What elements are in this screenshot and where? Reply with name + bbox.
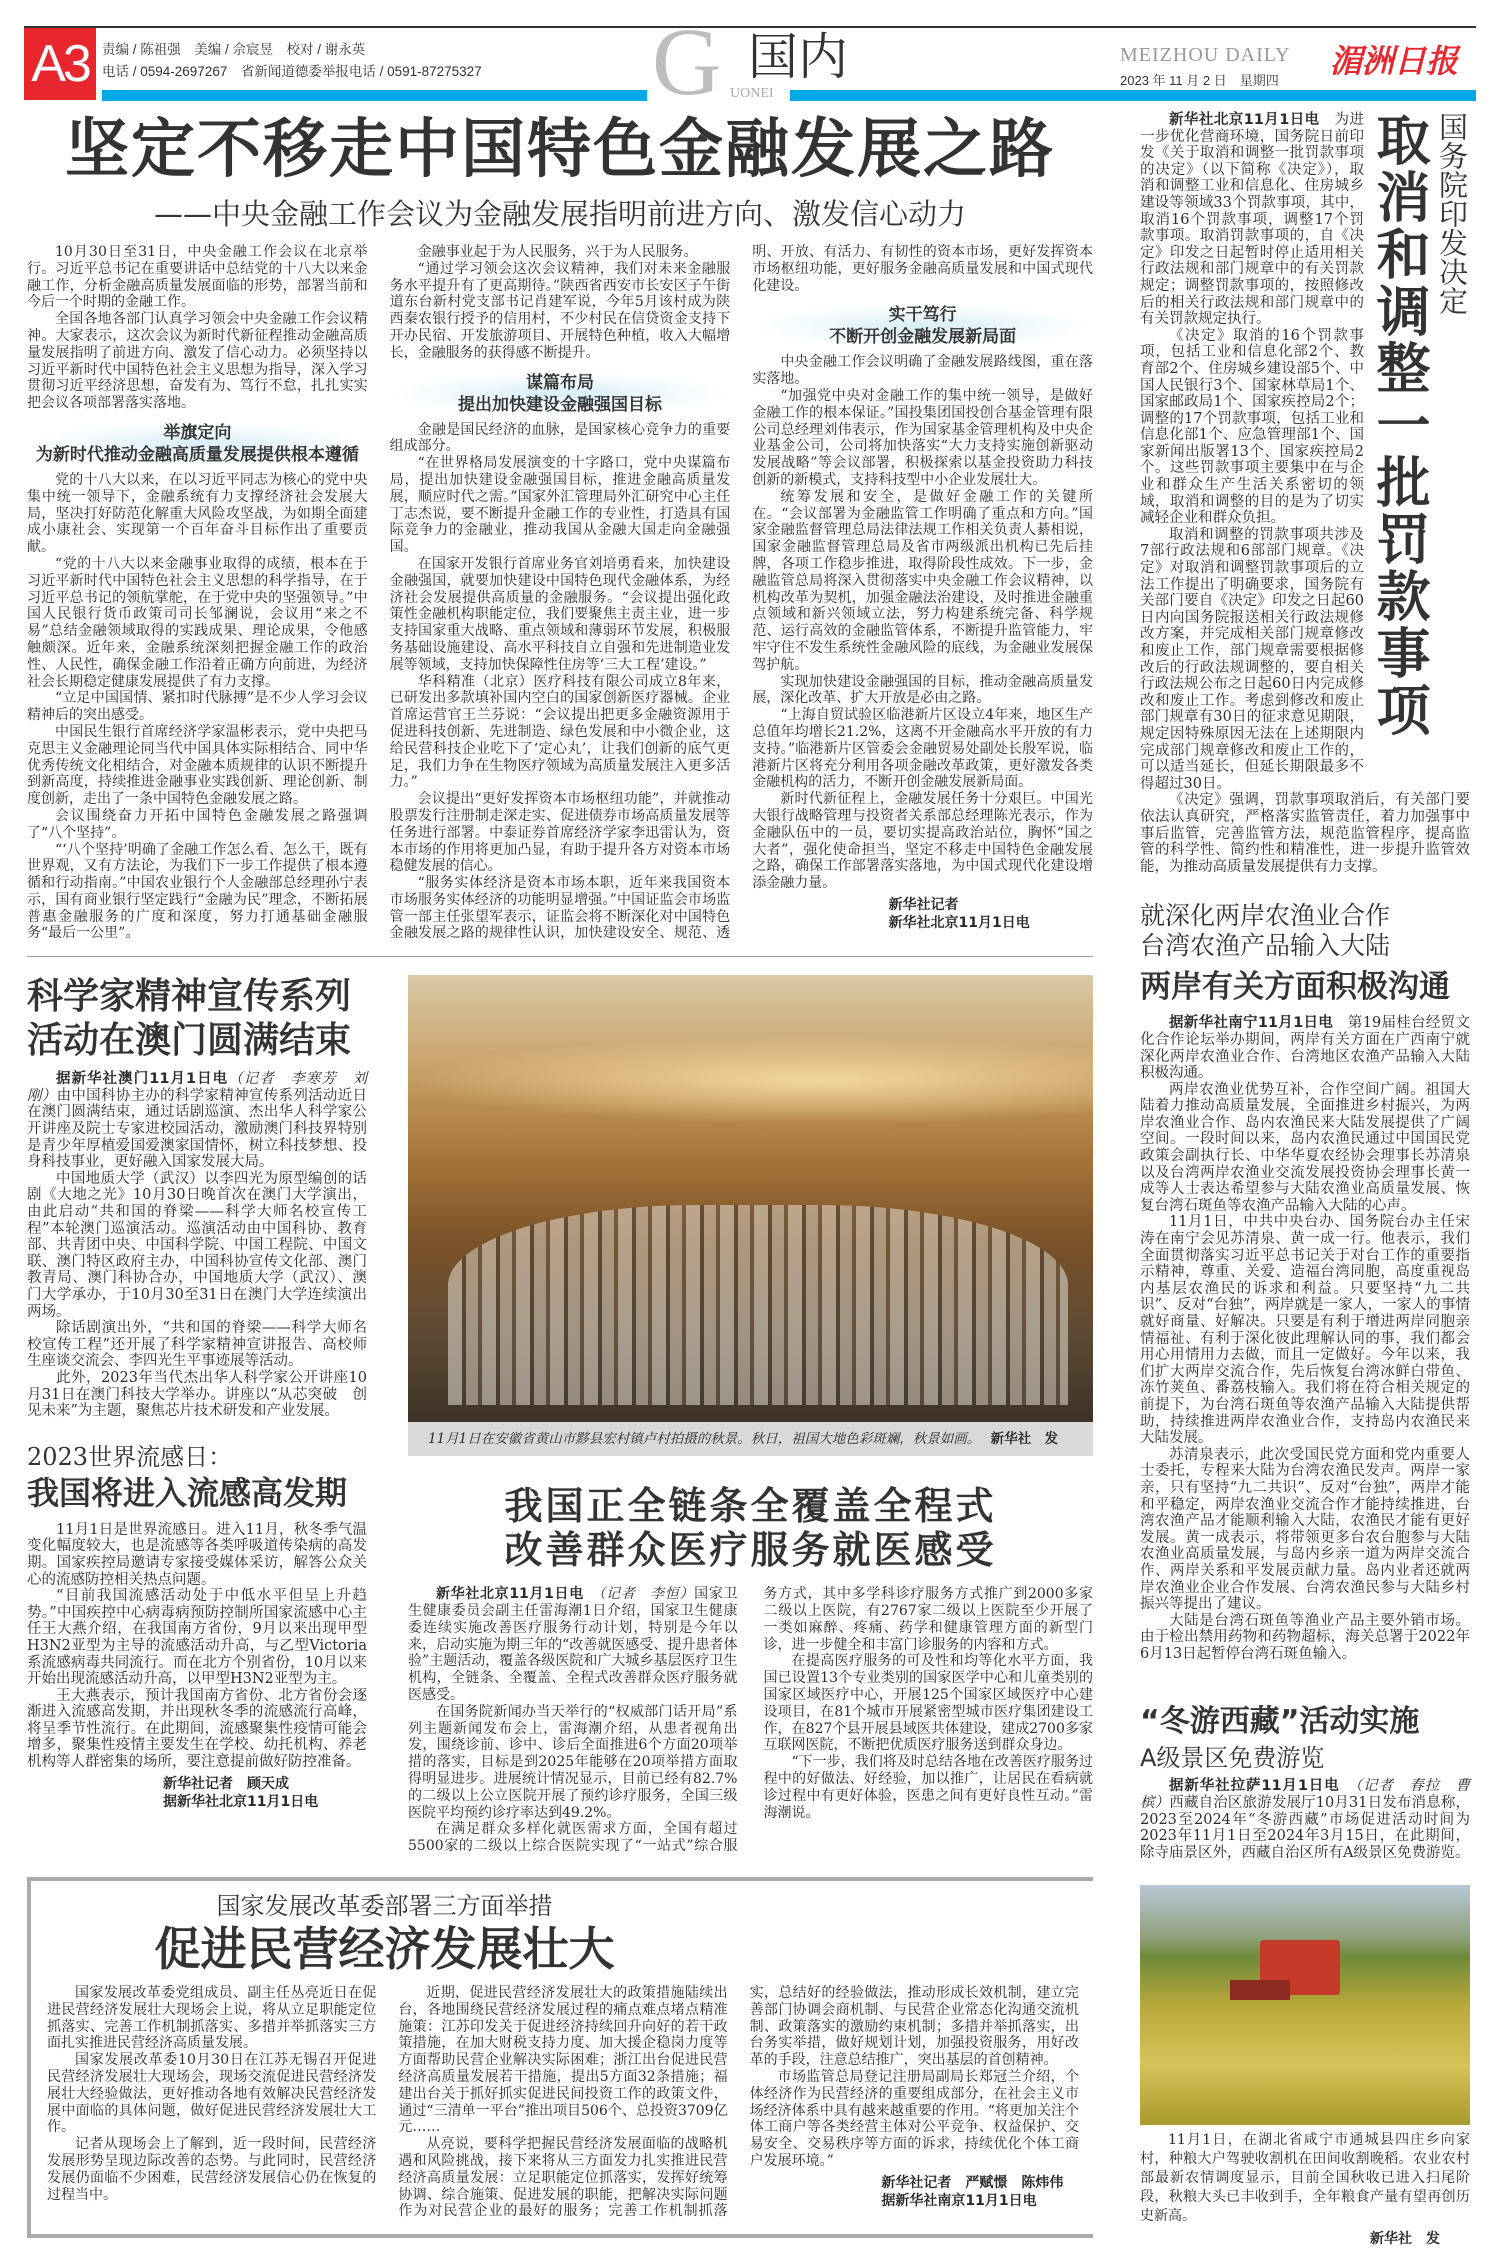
reporter: （记者 李寒芳 刘刚） (27, 1071, 367, 1104)
paragraph: “服务实体经济是资本市场本职，近年来我国资本市场服务实体经济的功能明显增强。”中国证监会市场监管一部主任张望军表示，证监会将不断深化对中国特色金融发展之路的规律性认识，加快建设安全、规范、透明、开放、有活力、有韧性的资本市场，更好发挥资本市场枢纽功能，更好服务金融高质量发展和中国式现代化建设。 (389, 244, 1093, 942)
paragraph: 11月1日，中共中央台办、国务院台办主任宋涛在南宁会见苏清泉、黄一成一行。他表示，我们全面贯彻落实习近平总书记关于对台工作的重要指示精神，尊重、关爱、造福台湾同胞，高度重视岛内基层农渔民的诉求和利益。只要坚持“九二共识”、反对“台独”，两岸就是一家人，一家人的事情就好商量、好解决。只要是有利于增进两岸同胞亲情福祉、有利于深化彼此理解认同的事，我们都会用心用情用力去做，而且一定做好。今年以来，我们扩大两岸交流合作，先后恢复台湾冰鲜白带鱼、冻竹荚鱼、番荔枝输入。我们将在符合相关规定的前提下，为台湾石斑鱼等农渔产品输入大陆提供帮助，持续推进两岸农渔业合作，支持岛内农渔民来大陆发展。 (1140, 1214, 1470, 1447)
lead-headline: 坚定不移走中国特色金融发展之路 (65, 113, 1055, 187)
editors: 责编 / 陈祖强 美编 / 佘宸昱 校对 / 谢永英 (102, 42, 366, 57)
subhead-line: 为新时代推动金融高质量发展提供根本遵循 (35, 444, 359, 465)
paragraph: “目前我国流感活动处于中低水平但呈上升趋势。”中国疾控中心病毒病预防控制所国家流感中心主任王大燕介绍，在我国南方省份，9月以来出现甲型H3N2亚型为主导的流感活动升高，与乙型Victoria系流感病毒共同流行。而在北方个别省份，10月以来开始出现流感活动升高，以甲型H3N2亚型为主。 (27, 1588, 367, 1688)
divider (27, 956, 1093, 957)
paragraph: 中国地质大学（武汉）以李四光为原型编创的话剧《大地之光》10月30日晚首次在澳门大学演出，由此启动“共和国的脊梁——科学大师名校宣传工程”本轮澳门巡演活动。巡演活动由中国科协、教育部、共青团中央、中国科学院、中国工程院、中国文联、澳门特区政府主办，中国科协宣传文化部、澳门教青局、澳门科协合办，中国地质大学（武汉）、澳门大学承办，于10月30至31日在澳门大学连续演出两场。 (27, 1170, 367, 1320)
paragraph: 全国各地各部门认真学习领会中央金融工作会议精神。大家表示，这次会议为新时代新征程推动金融高质量发展指明了前进方向、激发了信心动力。必须坚持以习近平新时代中国特色社会主义思想为指导，深入学习贯彻习近平经济思想，奋发有为、笃行不怠，扎扎实实把会议各项部署落实落地。 (27, 311, 368, 412)
blue-bar-left (102, 90, 647, 101)
byline-line: 新华社北京11月1日电 (888, 914, 1030, 931)
paragraph: 大陆是台湾石斑鱼等渔业产品主要外销市场。由于检出禁用药物和药物超标，海关总署于2022年6月13日起暂停台湾石斑鱼输入。 (1140, 1612, 1470, 1662)
paragraph: 中国民生银行首席经济学家温彬表示，党中央把马克思主义金融理论同当代中国具体实际相结合、同中华优秀传统文化相结合，对金融本质规律的认识不断提升到新高度，持续推进金融事业实践创新、理论创新、制度创新，走出了一条中国特色金融发展之路。 (27, 723, 368, 808)
paragraph: 党的十八大以来，在以习近平同志为核心的党中央集中统一领导下，金融系统有力支撑经济社会发展大局，坚决打好防范化解重大风险攻坚战，为如期全面建成小康社会、实现第一个百年奋斗目标作出了重要贡献。 (27, 471, 368, 556)
subhead-line: 不断开创金融发展新局面 (829, 327, 1017, 348)
paragraph: 会议围绕奋力开拓中国特色金融发展之路强调了“八个坚持”。 (27, 807, 368, 841)
medical-body (408, 1586, 1093, 1855)
newspaper-logo: 湄洲日报 (1330, 42, 1459, 80)
dateline: 据新华社南宁11月1日电 (1169, 1015, 1334, 1032)
taiwan-kicker-2: 台湾农渔产品输入大陆 (1140, 931, 1391, 961)
reporter: （记者 春拉 曹槟） (1140, 1778, 1470, 1812)
taiwan-headline: 两岸有关方面积极沟通 (1140, 969, 1450, 1006)
rice-harvest-photo (1140, 1885, 1470, 2125)
private-economy-kicker: 国家发展改革委部署三方面举措 (216, 1892, 553, 1921)
tibet-subtitle: A级景区免费游览 (1140, 1744, 1325, 1773)
paragraph: 此外，2023年当代杰出华人科学家公开讲座10月31日在澳门科技大学举办。讲座以“从芯突破 创见未来”为主题，聚焦芯片技术研发和产业发展。 (27, 1369, 367, 1420)
paragraph: 金融事业起于为人民服务，兴于为人民服务。 (417, 244, 698, 260)
paragraph: “党的十八大以来金融事业取得的成绩，根本在于习近平新时代中国特色社会主义思想的科学指导，在于习近平总书记的领航掌舵，在于党中央的坚强领导。”中国人民银行货币政策司司长邹澜说，会议用“来之不易”总结金融领域取得的实践成果、理论成果，令他感触颇深。近年来，金融系统深刻把握金融工作的政治性、人民性，确保金融工作沿着正确方向前进，为经济社会长期稳定健康发展提供了有力支撑。 (27, 555, 368, 690)
paragraph-text: 国家卫生健康委员会副主任雷海潮1日介绍，国家卫生健康委连续实施改善医疗服务行动计划，特别是今年以来，启动实施为期三年的“改善就医感受、提升患者体验”主题活动，覆盖各级医院和广大城乡基层医疗卫生机构，全链条、全覆盖、全程式改善群众医疗服务就医感受。 (408, 1586, 738, 1704)
paragraph (1140, 1015, 1470, 1081)
rice-caption (1140, 2131, 1470, 2248)
paragraph-text: 第19届桂台经贸文化合作论坛举办期间，两岸有关方面在广西南宁就深化两岸农渔业合作、台湾地区农渔产品输入大陆积极沟通。 (1140, 1015, 1470, 1082)
paragraph: 会议提出“更好发挥资本市场枢纽功能”，并就推动股票发行注册制走深走实、促进债券市场高质量发展等任务进行部署。中泰证券首席经济学家李迅雷认为，资本市场的作用将更加凸显，有助于提升各方对资本市场稳健发展的信心。 (389, 791, 731, 875)
paper-name-en: MEIZHOU DAILY (1120, 44, 1291, 66)
phones: 电话 / 0594-2697267 省新闻道德委举报电话 / 0591-87275327 (102, 64, 482, 79)
section-subhead (752, 304, 1093, 348)
tibet-body (1140, 1778, 1470, 1861)
village-caption-text: 11月1日在安徽省黄山市黟县宏村镇卢村拍摄的秋景。秋日，祖国大地色彩斑斓，秋景如画。 (428, 1431, 981, 1448)
mist (408, 1035, 1093, 1125)
fines-headline: 取消和调整一批罚款事项 (1368, 112, 1431, 739)
village-houses (448, 1205, 1068, 1405)
paragraph (408, 1586, 738, 1704)
tibet-article (1140, 1702, 1470, 1861)
paragraph-text: 西藏自治区旅游发展厅10月31日发布消息称，2023至2024年“冬游西藏”市场促进活动时间为2023年11月1日至2024年3月15日，在此期间，除寺庙景区外，西藏自治区所有A级景区免费游览。 (1140, 1795, 1470, 1861)
paragraph: “下一步，我们将及时总结各地在改善医疗服务过程中的好做法、好经验，加以推广，让居民在看病就诊过程中有更好体验，医患之间有更好良性互动。”雷海潮说。 (763, 1754, 1093, 1821)
paragraph: 在提高医疗服务的可及性和均等化水平方面，我国已设置13个专业类别的国家医学中心和儿童类别的国家区域医疗中心，开展125个国家区域医疗中心建设项目，在81个城市开展紧密型城市医疗集团建设工作，在827个县开展县域医共体建设，建成2700多家互联网医院，不断把优质医疗服务送到群众身边。 (763, 1653, 1093, 1754)
taiwan-body (1140, 1015, 1470, 1662)
byline-line: 新华社记者 顾天成 (163, 1775, 289, 1792)
macao-body (27, 1071, 367, 1419)
harvester-header (1230, 1980, 1290, 2000)
paragraph: 中央金融工作会议明确了金融发展路线图，重在落实落地。 (752, 354, 1093, 388)
left-narrow-column (27, 975, 367, 1810)
private-economy-headline: 促进民营经济发展壮大 (154, 1922, 615, 1977)
paragraph: “上海自贸试验区临港新片区设立4年来，地区生产总值年均增长21.2%，这离不开金融高水平开放的有力支持。”临港新片区管委会金融贸易处副处长殷军说，临港新片区将充分利用各项金融改革政策，更好激发各类金融机构的活力，不断开创金融发展新局面。 (752, 707, 1093, 791)
blue-bar-right (790, 90, 1476, 101)
paragraph: 实现加快建设金融强国的目标，推动金融高质量发展，深化改革、扩大开放是必由之路。 (752, 673, 1093, 707)
dateline: 据新华社澳门11月1日电 (56, 1071, 229, 1088)
paragraph: 《决定》取消的16个罚款事项，包括工业和信息化部2个、教育部2个、住房城乡建设部5个、中国人民银行3个、国家林草局1个、国家邮政局1个、国家疾控局2个；调整的17个罚款事项，包括工业和信息化部1个、应急管理部1个、国家新闻出版署13个、国家疾控局2个。这些罚款事项主要集中在与企业和群众生产生活关系密切的领域，取消和调整的目的是为了切实减轻企业和群众负担。 (1140, 327, 1364, 527)
dateline: 新华社北京11月1日电 (1169, 112, 1320, 128)
paragraph: 10月30日至31日，中央金融工作会议在北京举行。习近平总书记在重要讲话中总结党的十八大以来金融工作，分析金融高质量发展面临的形势，部署当前和今后一个时期的金融工作。 (27, 244, 368, 311)
paragraph (27, 1071, 367, 1171)
paragraph: 11月1日是世界流感日。进入11月，秋冬季气温变化幅度较大，也是流感等各类呼吸道传染病的高发期。国家疾控局邀请专家接受媒体采访，解答公众关心的流感防控相关热点问题。 (27, 1521, 367, 1588)
macao-headline-1: 科学家精神宣传系列 (27, 976, 352, 1018)
byline (750, 2174, 1079, 2210)
fines-article (1140, 112, 1470, 875)
paragraph: 国家发展改革委10月30日在江苏无锡召开促进民营经济发展壮大现场会，现场交流促进民营经济发展壮大经验做法，更好推动各地有效解决民营经济发展中面临的具体问题，做好促进民营经济发展壮大工作。 (47, 2052, 377, 2136)
paragraph: 从亮说，要科学把握民营经济发展面临的战略机遇和风险挑战，接下来将从三方面发力扎实推进民营经济高质量发展：立足职能定位抓落实，发挥好统筹协调、综合施策、促进发展的职能，把解决实际问题作为对民营企业的最好的服务；完善工作机制抓落实，总结好的经验做法，推动形成长效机制，建立完善部门协调会商机制、与民营企业常态化沟通交流机制、政策落实的激励约束机制；多措并举抓落实，出台务实举措，做好规划计划，加强投资服务，用好改革的手段，注意总结推广，突出基层的首创精神。 (398, 1985, 1079, 2220)
paragraph: 新时代新征程上，金融发展任务十分艰巨。中国光大银行战略管理与投资者关系部总经理陈光表示，作为金融队伍中的一员，要切实提高政治站位，胸怀“国之大者”，强化使命担当，坚定不移走中国特色金融发展之路，确保工作部署落实落地，为中国式现代化建设增添金融力量。 (752, 791, 1093, 892)
rice-credit: 新华社 发 (1370, 2231, 1440, 2248)
village-credit: 新华社 发 (990, 1431, 1059, 1448)
byline-line: 据新华社南京11月1日电 (881, 2192, 1037, 2209)
dateline: 据新华社拉萨11月1日电 (1169, 1778, 1340, 1795)
tibet-headline: “冬游西藏”活动实施 (1140, 1704, 1420, 1740)
macao-article (27, 975, 367, 1419)
paragraph: “加强党中央对金融工作的集中统一领导，是做好金融工作的根本保证。”国投集团国投创合基金管理有限公司总经理刘伟表示，作为国家基金管理机构及中央企业基金公司，公司将加快落实“大力支持实施创新驱动发展战略”等会议部署，积极探索以基金投资助力科技创新的新模式，支持科技型中小企业发展壮大。 (752, 387, 1093, 488)
issue-date: 2023 年 11 月 2 日 星期四 (1120, 73, 1279, 88)
paragraph: “‘八个坚持’明确了金融工作怎么看、怎么干，既有世界观，又有方法论，为我们下一步工作提供了根本遵循和行动指南。”中国农业银行个人金融部总经理孙宁表示，国有商业银行坚定践行“金融为民”理念，不断拓展普惠金融服务的广度和深度，努力打通基础金融服务“最后一公里”。 (27, 841, 368, 942)
paragraph: 除话剧演出外，“共和国的脊梁——科学大师名校宣传工程”还开展了科学家精神宣讲报告、高校师生座谈交流会、李四光生平事迹展等活动。 (27, 1320, 367, 1370)
private-economy-body (47, 1985, 1079, 2220)
page-body (27, 112, 1470, 2248)
paragraph: 记者从现场会上了解到，近一段时间，民营经济发展形势呈现边际改善的态势。与此同时，民营经济发展仍面临不少困难，民营经济发展信心仍在恢复的过程当中。 (47, 2136, 377, 2203)
private-economy-box (27, 1877, 1093, 2238)
reporter: （记者 李恒） (583, 1586, 695, 1603)
village-caption (408, 1422, 1093, 1456)
lead-body (27, 244, 1093, 942)
paragraph: 王大燕表示，预计我国南方省份、北方省份会逐渐进入流感高发期，并出现秋冬季的流感流行高峰，将呈季节性流行。在此期间，流感聚集性疫情可能会增多，聚集性疫情主要发生在学校、幼托机构、养老机构等人群密集的场所，要注意提前做好防控准备。 (27, 1687, 367, 1771)
section-subhead (390, 372, 731, 416)
medical-headline-1: 我国正全链条全覆盖全程式 (504, 1484, 997, 1529)
flu-headline: 我国将进入流感高发期 (27, 1473, 348, 1512)
taiwan-article (1140, 901, 1470, 1662)
byline-line: 新华社记者 (888, 896, 959, 913)
center-column (408, 975, 1093, 1855)
right-area (1140, 112, 1470, 2248)
private-economy-heading (47, 1891, 722, 1977)
paragraph: 近期，促进民营经济发展壮大的政策措施陆续出台，各地围绕民营经济发展过程的痛点难点堵点精准施策：江苏印发关于促进经济持续回升向好的若干政策措施，在加大财税支持力度、加大援企稳岗力度等方面帮助民营企业解决实际困难；浙江出台促进民营经济高质量发展若干措施，提出5方面32条措施；福建出台关于抓好抓实促进民间投资工作的政策文件，通过“三清单一平台”推出项目506个、总投资3709亿元…… (398, 1985, 728, 2136)
fines-kicker: 国务院印发决定 (1435, 112, 1469, 315)
section-subhead (27, 422, 368, 466)
middle-row (27, 975, 1093, 1855)
subhead-line: 举旗定向 (163, 422, 232, 443)
subhead-line: 谋篇布局 (525, 372, 594, 393)
section-letter: G (652, 8, 722, 115)
village-autumn-photo (408, 975, 1093, 1422)
paragraph: 两岸农渔业优势互补，合作空间广阔。祖国大陆着力推动高质量发展，全面推进乡村振兴，为两岸农渔业合作、岛内农渔民来大陆发展提供了广阔空间。一段时间以来，岛内农渔民通过中国国民党政策会副执行长、中华华夏农经协会理事长苏清泉以及台湾两岸农渔业交流发展投资协会理事长黄一成等人士表达希望参与大陆农渔业高质量发展、恢复台湾石斑鱼等农渔产品输入大陆的心声。 (1140, 1081, 1470, 1214)
medical-headline (408, 1484, 1093, 1572)
section-pinyin: UONEI (730, 86, 774, 101)
paragraph-text: 为进一步优化营商环境，国务院日前印发《关于取消和调整一批罚款事项的决定》（以下简称《决定》），取消和调整工业和信息化、住房城乡建设等领域33个罚款事项，其中，取消16个罚款事项，调整17个罚款事项。取消罚款事项的，自《决定》印发之日起暂时停止适用相关行政法规和部门规章中的有关罚款规定；调整罚款事项的，按照修改后的相关行政法规和部门规章中的有关罚款规定执行。 (1140, 112, 1364, 328)
paragraph: 在国务院新闻办当天举行的“权威部门话开局”系列主题新闻发布会上，雷海潮介绍，从患者视角出发，围绕诊前、诊中、诊后全面推进6个方面20项举措的落实，目标是到2025年能够在20项举措方面取得明显进步。进展统计情况显示，目前已经有82.7%的二级以上公立医院开展了预约诊疗服务，全国三级医院平均预约诊疗率达到49.2%。 (408, 1703, 738, 1821)
byline (752, 896, 1093, 932)
paragraph-text: 由中国科协主办的科学家精神宣传系列活动近日在澳门圆满结束，通过话剧巡演、杰出华人科学家公开讲座及院士专家进校园活动，激励澳门科技界特别是青少年厚植爱国爱澳家国情怀，树立科技梦想、投身科技事业，更好融入国家发展大局。 (27, 1087, 368, 1171)
byline (27, 1775, 367, 1811)
flu-article (27, 1442, 367, 1811)
byline-line: 新华社记者 严赋憬 陈炜伟 (881, 2174, 1064, 2191)
paragraph: 金融是国民经济的血脉，是国家核心竞争力的重要组成部分。 (389, 421, 731, 455)
macao-headline-2: 活动在澳门圆满结束 (27, 1020, 352, 1062)
section-title: 国内 (748, 28, 848, 86)
paragraph: 国家发展改革委党组成员、副主任丛亮近日在促进民营经济发展壮大现场会上说，将从立足职能定位抓落实、完善工作机制抓落实、多措并举抓落实三方面扎实推进民营经济高质量发展。 (47, 1985, 377, 2052)
paragraph: 在国家开发银行首席业务官刘培勇看来，加快建设金融强国，就要加快建设中国特色现代金融体系，为经济社会发展提供高质量的金融服务。“会议提出强化政策性金融机构职能定位，我们要聚焦主责主业，进一步支持国家重大战略、重点领域和薄弱环节发展，积极服务基础设施建设、高水平科技自立自强和先进制造业发展等领域，支持加快保障性住房等‘三大工程’建设。” (389, 555, 731, 673)
paragraph: “在世界格局发展演变的十字路口，党中央谋篇布局，提出加快建设金融强国目标，推进金融高质量发展，顺应时代之需。”国家外汇管理局外汇研究中心主任丁志杰说，要不断提升金融工作的专业性，打造具有国际竞争力的金融业，推动我国从金融大国走向金融强国。 (389, 455, 731, 556)
paragraph: 在满足群众多样化就医需求方面，全国有超过5500家的二级以上综合医院实现了“一站式”综合服务方式，其中多学科诊疗服务方式推广到2000多家二级以上医院，有2767家二级以上医院至少开展了一类如麻醉、疼痛、药学和健康管理方面的新型门诊，进一步健全和丰富门诊服务的内容和方式。 (408, 1586, 1093, 1855)
medical-headline-2: 改善群众医疗服务就医感受 (504, 1528, 997, 1573)
subhead-line: 实干笃行 (888, 305, 957, 326)
paragraph: 市场监管总局登记注册局副局长郑冠兰介绍，个体经济作为民营经济的重要组成部分，在社会主义市场经济体系中具有越来越重要的作用。“将更加关注个体工商户等各类经营主体对公平竞争、权益保护、交易安全、交易秩序等方面的诉求，持续优化个体工商户发展环境。” (749, 2069, 1079, 2169)
taiwan-kicker-1: 就深化两岸农渔业合作 (1140, 901, 1391, 931)
rice-caption-text: 11月1日，在湖北省咸宁市通城县四庄乡向家村，种粮大户驾驶收割机在田间收割晚稻。农业农村部最新农情调度显示，目前全国秋收已进入扫尾阶段，秋粮大头已丰收到手，全年粮食产量有望再创历史新高。 (1140, 2132, 1470, 2225)
left-area (27, 112, 1093, 2238)
flu-body (27, 1522, 367, 1811)
lead-subtitle: ——中央金融工作会议为金融发展指明前进方向、激发信心动力 (153, 197, 966, 231)
subhead-line: 提出加快建设金融强国目标 (457, 394, 662, 415)
paragraph: “通过学习领会这次会议精神，我们对未来金融服务水平提升有了更高期待。”陕西省西安市长安区子午街道东台新村党支部书记肖建军说，今年5月该村成为陕西秦农银行授予的信用村，不少村民在信贷资金支持下开办民宿、开发旅游项目、开展特色种植，收入大幅增长，金融服务的获得感不断提升。 (389, 260, 731, 361)
paragraph: 《决定》强调，罚款事项取消后，有关部门要依法认真研究，严格落实监管责任，着力加强事中事后监管，完善监管方法，规范监管程序，提高监管的科学性、简约性和精准性，进一步提升监管效能，为推动高质量发展提供有力支撑。 (1140, 792, 1470, 875)
paragraph: 统筹发展和安全，是做好金融工作的关键所在。“会议部署为金融监管工作明确了重点和方向。”国家金融监督管理总局法律法规工作相关负责人綦相说，国家金融监督管理总局及省市两级派出机构已先后挂牌，各项工作稳步推进，取得阶段性成效。下一步，金融监管总局将深入贯彻落实中央金融工作会议精神，以机构改革为契机，加强金融法治建设，及时推进金融重点领域和新兴领域立法，努力构建系统完备、科学规范、运行高效的金融监管体系，不断提升监管能力，牢牢守住不发生系统性金融风险的底线，为金融业发展保驾护航。 (752, 488, 1093, 673)
dateline: 新华社北京11月1日电 (436, 1586, 584, 1603)
byline-line: 据新华社北京11月1日电 (163, 1793, 319, 1810)
paragraph: 苏清泉表示，此次受国民党方面和党内重要人士委托，专程来大陆为台湾农渔民发声。两岸一家亲，只有坚持“九二共识”、反对“台独”，两岸才能和平稳定，两岸农渔业交流合作才能持续推进，台湾农渔产品才能顺利输入大陆，农渔民才能有更好发展。黄一成表示，将带领更多台农台胞参与大陆农渔业高质量发展，与岛内乡亲一道为两岸交流合作、两岸关系和平发展贡献力量。岛内业者还就两岸农渔业企业合作发展、台湾农渔民参与大陆乡村振兴等提出了建议。 (1140, 1446, 1470, 1613)
paragraph: “立足中国国情、紧扣时代脉搏”是不少人学习会议精神后的突出感受。 (27, 690, 368, 724)
flu-kicker: 2023世界流感日： (27, 1442, 233, 1471)
page-number: A3 (24, 28, 96, 100)
fines-headline-block (1370, 112, 1470, 772)
paragraph: 华科精准（北京）医疗科技有限公司成立8年来，已研发出多款填补国内空白的国家创新医疗器械。企业首席运营官王兰芬说：“会议提出把更多金融资源用于促进科技创新、先进制造、绿色发展和中小微企业，这给民营科技企业吃下了‘定心丸’，让我们创新的底气更足，我们力争在生物医疗领域为高质量发展注入更多活力。” (389, 673, 731, 791)
paragraph (1140, 1778, 1470, 1861)
paragraph: 取消和调整的罚款事项共涉及7部行政法规和6部部门规章。《决定》对取消和调整罚款事项后的立法工作提出了明确要求，国务院有关部门要自《决定》印发之日起60日内向国务院报送相关行政法规修改方案，并完成相关部门规章修改和废止工作，部门规章需要根据修改后的行政法规调整的，要自相关行政法规公布之日起60日内完成修改和废止工作。考虑到修改和废止部门规章有30日的征求意见期限，规定因特殊原因无法在上述期限内完成部门规章修改和废止工作的，可以适当延长，但延长期限最多不得超过30日。 (1140, 526, 1364, 792)
